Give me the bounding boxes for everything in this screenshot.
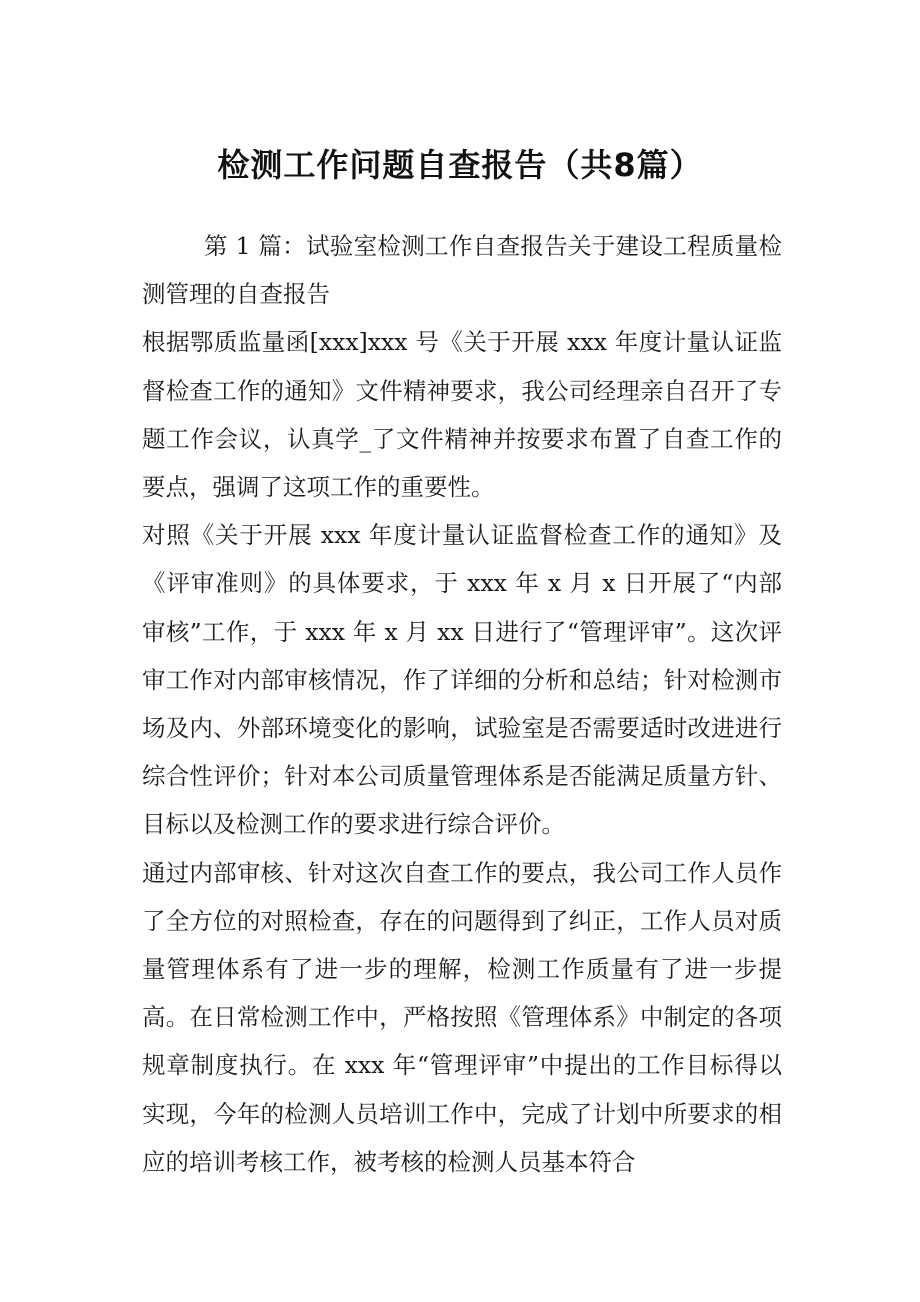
document-body	[142, 222, 782, 1186]
paragraph: 根据鄂质监量函[xxx]xxx 号《关于开展 xxx 年度计量认证监督检查工作的通知》文件精神要求，我公司经理亲自召开了专题工作会议，认真学_了文件精神并按要求布置了自查工作的要点，强调了这项工作的重要性。	[142, 328, 782, 502]
document-title: 检测工作问题自查报告（共8篇）	[217, 146, 703, 184]
paragraph: 通过内部审核、针对这次自查工作的要点，我公司工作人员作了全方位的对照检查，存在的问题得到了纠正，工作人员对质量管理体系有了进一步的理解，检测工作质量有了进一步提高。在日常检测工作中，严格按照《管理体系》中制定的各项规章制度执行。在 xxx 年“管理评审”中提出的工作目标得以实现，今年的检测人员培训工作中，完成了计划中所要求的相应的培训考核工作，被考核的检测人员基本符合	[142, 858, 782, 1176]
paragraph-heading: 第 1 篇：试验室检测工作自查报告关于建设工程质量检测管理的自查报告	[142, 232, 783, 309]
paragraph: 对照《关于开展 xxx 年度计量认证监督检查工作的通知》及《评审准则》的具体要求，于 xxx 年 x 月 x 日开展了“内部审核”工作，于 xxx 年 x 月 xx 日进行了“管理评审”。这次评审工作对内部审核情况，作了详细的分析和总结；针对检测市场及内、外部环境变化的影响，试验室是否需要适时改进进行综合性评价；针对本公司质量管理体系是否能满足质量方针、目标以及检测工作的要求进行综合评价。	[142, 521, 782, 839]
